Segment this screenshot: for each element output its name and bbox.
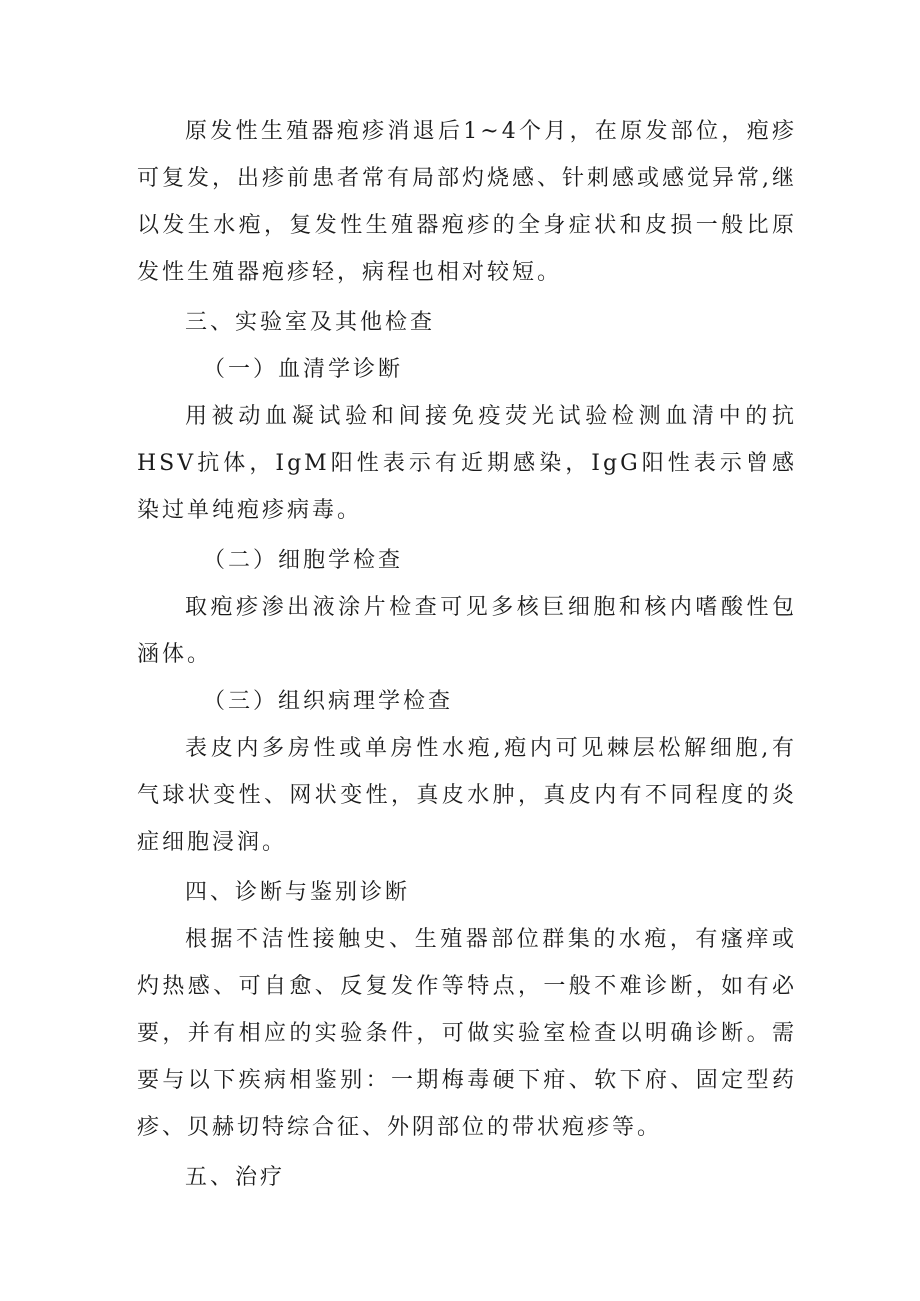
section-heading-lab-tests: 三、实验室及其他检查: [185, 310, 436, 335]
subheading-cytology: （二）细胞学检查: [203, 548, 404, 573]
paragraph-histopathology: 表皮内多房性或单房性水疱,疱内可见棘层松解细胞,有气球状变性、网状变性，真皮水肿，真皮内有不同程度的炎症细胞浸润。: [137, 736, 797, 855]
paragraph-recurrent-herpes: 原发性生殖器疱疹消退后1~4个月，在原发部位，疱疹可复发，出疹前患者常有局部灼烧感、针刺感或感觉异常,继以发生水疱，复发性生殖器疱疹的全身症状和皮损一般比原发性生殖器疱疹轻，病程也相对较短。: [137, 119, 797, 285]
section-heading-diagnosis: 四、诊断与鉴别诊断: [185, 880, 411, 905]
section-heading-treatment: 五、治疗: [185, 1165, 286, 1190]
subheading-serology: （一）血清学诊断: [203, 357, 404, 382]
paragraph-cytology: 取疱疹渗出液涂片检查可见多核巨细胞和核内嗜酸性包涵体。: [137, 595, 797, 667]
document-body: [137, 108, 797, 1201]
paragraph-serology: 用被动血凝试验和间接免疫荧光试验检测血清中的抗HSV抗体，IgM阳性表示有近期感染，IgG阳性表示曾感染过单纯疱疹病毒。: [137, 404, 797, 523]
paragraph-diagnosis: 根据不洁性接触史、生殖器部位群集的水疱，有瘙痒或灼热感、可自愈、反复发作等特点，一般不难诊断，如有必要，并有相应的实验条件，可做实验室检查以明确诊断。需要与以下疾病相鉴别：一期梅毒硬下疳、软下府、固定型药疹、贝赫切特综合征、外阴部位的带状疱疹等。: [137, 927, 797, 1140]
subheading-histopathology: （三）组织病理学检查: [203, 689, 454, 714]
